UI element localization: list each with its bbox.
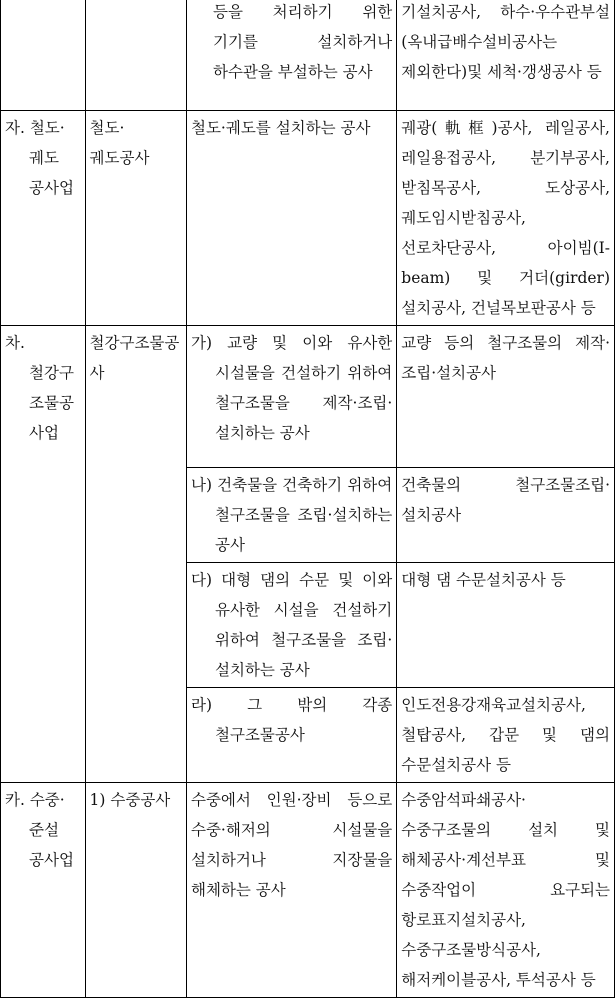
- category-cell: 차. 철강구조물공사업: [1, 326, 86, 783]
- subcategory-cell: 1) 수중공사: [85, 783, 186, 998]
- description-cell: 수중에서 인원·장비 등으로 수중·해저의 시설물을 설치하거나 지장물을 해체하는 공사: [186, 783, 396, 998]
- examples-cell: 교량 등의 철구조물의 제작·조립·설치공사: [397, 326, 615, 468]
- table-row: [1, 783, 615, 998]
- examples-cell: 대형 댐 수문설치공사 등: [397, 563, 615, 688]
- category-cell: [1, 0, 86, 111]
- description-cell: 철도·궤도를 설치하는 공사: [186, 111, 396, 326]
- subcategory-cell: 철도·궤도공사: [85, 111, 186, 326]
- category-cell: 카. 수중·준설 공사업: [1, 783, 86, 998]
- table-row: [1, 0, 615, 111]
- table-row: [1, 326, 615, 468]
- subcategory-cell: [85, 0, 186, 111]
- description-cell: 나) 건축물을 건축하기 위하여 철구조물을 조립·설치하는 공사: [186, 468, 396, 563]
- examples-cell: 기설치공사, 하수·우수관부설(옥내급배수설비공사는 제외한다)및 세척·갱생공사 등: [397, 0, 615, 111]
- description-cell: 등을 처리하기 위한 기기를 설치하거나 하수관을 부설하는 공사: [186, 0, 396, 111]
- description-cell: 다) 대형 댐의 수문 및 이와 유사한 시설을 건설하기 위하여 철구조물을 조립·설치하는 공사: [186, 563, 396, 688]
- examples-cell: 인도전용강재육교설치공사, 철탑공사, 갑문 및 댐의 수문설치공사 등: [397, 688, 615, 783]
- examples-cell: 궤광(軌框)공사, 레일공사, 레일용접공사, 분기부공사, 받침목공사, 도상공사, 궤도임시받침공사, 선로차단공사, 아이빔(I-beam) 및 거더(girder)설치공사, 건널목보판공사 등: [397, 111, 615, 326]
- description-cell: 라) 그 밖의 각종 철구조물공사: [186, 688, 396, 783]
- examples-cell: 건축물의 철구조물조립·설치공사: [397, 468, 615, 563]
- examples-cell: 수중암석파쇄공사·수중구조물의 설치 및 해체공사·계선부표 및 수중작업이 요구되는 항로표지설치공사, 수중구조물방식공사, 해저케이블공사, 투석공사 등: [397, 783, 615, 998]
- table-row: [1, 111, 615, 326]
- category-cell: 자. 철도·궤도 공사업: [1, 111, 86, 326]
- description-cell: 가) 교량 및 이와 유사한 시설물을 건설하기 위하여 철구조물을 제작·조립·설치하는 공사: [186, 326, 396, 468]
- subcategory-cell: 철강구조물공사: [85, 326, 186, 783]
